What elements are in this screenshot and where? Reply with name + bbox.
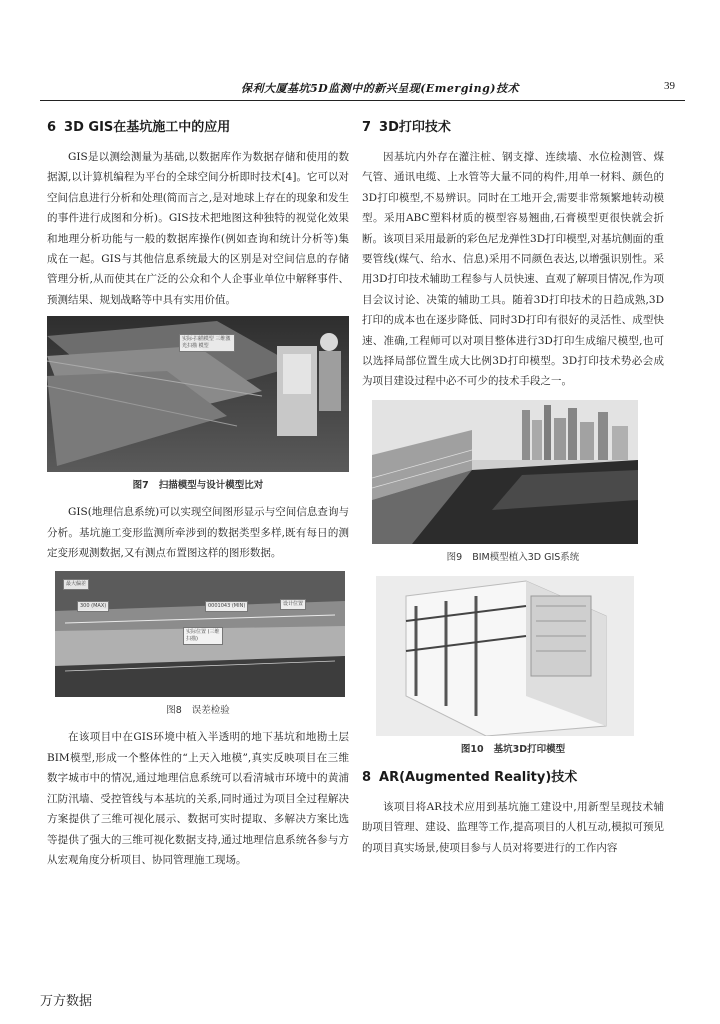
gis-paragraph-1: GIS是以测绘测量为基础,以数据库作为数据存储和使用的数据源,以计算机编程为平台的全球空间分析即时技术[4]。它可以对空间信息进行分析和处理(简而言之,是对地球上存在的现象和发生的事件进行成图和分析)。GIS技术把地图这种独特的视觉化效果和地理分析功能与一般的数据库操作(例如查询和统计分析等)集成在一起。GIS与其他信息系统最大的区别是对空间信息的存储管理分析,从而使其在广泛的公众和个人企事业单位中解释事件、预测结果、规划战略等中具有实用价值。 [47, 151, 349, 306]
min-value-label: 0001043 (MIN) [205, 601, 248, 612]
figure-7 [47, 316, 349, 494]
figure-8 [47, 571, 349, 719]
actual-position-label: 实际位置 (三维扫描) [183, 627, 223, 645]
bim-gis-illustration [372, 400, 638, 544]
figure-9-caption-text: BIM模型植入3D GIS系统 [472, 551, 580, 563]
figure-7-caption-text: 扫描模型与设计模型比对 [158, 480, 264, 492]
figure-8-caption-text: 误差检验 [191, 705, 230, 717]
left-column [47, 118, 349, 870]
figure-10-caption-text: 基坑3D打印模型 [493, 743, 566, 755]
printing-paragraph-1: 因基坑内外存在灌注桩、钢支撑、连续墙、水位检测管、煤气管、通讯电缆、上水管等大量不同的构件,用单一材料、颜色的3D打印模型,不易辨识。同时在工地开会,需要非常频繁地转动模型。采用ABC塑料材质的模型容易翘曲,石膏模型更很快就会折断。该项目采用最新的彩色尼龙弹性3D打印模型,对基坑侧面的重要管线(煤气、给水、信息)采用不同颜色表达,以增强识别性。采用3D打印技术辅助工程参与人员快速、直观了解项目情况,作为项目会议讨论、决策的辅助工具。随着3D打印技术的日趋成熟,3D打印的成本也在逐步降低、同时3D打印有很好的灵活性、成型快速、准确,工程师可以对项目整体进行3D打印生成缩尺模型,也可以选择局部位置生成大比例3D打印模型。3D打印技术势必会成为项目建设过程中必不可少的技术手段之一。 [362, 151, 664, 388]
figure-9-caption [362, 550, 664, 566]
figure-7-image [47, 316, 349, 472]
right-column [362, 118, 664, 858]
figure-8-number: 图8 [166, 705, 182, 717]
ar-paragraph-1: 该项目将AR技术应用到基坑施工建设中,用新型呈现技术辅助项目管理、建设、监理等工作,提高项目的人机互动,模拟可预见的项目真实场景,使项目参与人员对将要进行的工作内容 [362, 800, 664, 854]
source-watermark: 万方数据 [40, 994, 93, 1009]
running-title: 保利大厦基坑5D监测中的新兴呈现(Emerging)技术 [241, 82, 519, 95]
figure-9-image [372, 400, 638, 544]
page-header [40, 78, 685, 101]
section-number: 7 [362, 120, 372, 135]
figure-10-number: 图10 [460, 743, 484, 755]
figure-10-caption [362, 742, 664, 758]
section-title: 3D GIS在基坑施工中的应用 [64, 120, 231, 135]
gis-paragraph-3: 在该项目中在GIS环境中植入半透明的地下基坑和地勘土层BIM模型,形成一个整体性的“上天入地模”,真实反映项目在三维数字城市中的情况,通过地理信息系统可以看清城市环境中的黄浦江防汛墙、受控管线与本基坑的关系,同时通过为项目全过程解决方案提供了三维可视化展示、数据可实时提取、多解决方案比选等提供了强大的三维可视化数据支持,通过地理信息系统各参与方从宏观角度分析项目、协同管理施工现场。 [47, 731, 349, 866]
section-7-heading [362, 118, 664, 138]
printed-model-illustration [376, 576, 634, 736]
figure-7-caption [47, 478, 349, 494]
figure-9 [362, 400, 664, 566]
section-title: 3D打印技术 [379, 120, 451, 135]
section-number: 8 [362, 769, 372, 785]
section-8-heading [362, 768, 664, 788]
section-number: 6 [47, 120, 57, 135]
design-position-label: 设计位置 [280, 599, 306, 610]
page-number: 39 [664, 80, 675, 92]
section-6-heading [47, 118, 349, 138]
figure-7-label: 实际-扫描模型 三维激光扫描 模型 [179, 334, 235, 352]
figure-7-number: 图7 [132, 480, 149, 492]
figure-8-image [55, 571, 345, 697]
figure-10 [362, 576, 664, 758]
max-deviation-label: 最大偏差 [63, 579, 89, 590]
section-title: AR(Augmented Reality)技术 [379, 769, 578, 785]
figure-9-number: 图9 [446, 551, 463, 563]
gis-paragraph-2: GIS(地理信息系统)可以实现空间图形显示与空间信息查询与分析。基坑施工变形监测所牵涉到的数据类型多样,既有每日的测定变形观测数据,又有测点布置图这样的图形数据。 [47, 506, 349, 560]
figure-10-image [376, 576, 634, 736]
figure-8-caption [47, 703, 349, 719]
max-value-label: 300 (MAX) [77, 601, 109, 612]
